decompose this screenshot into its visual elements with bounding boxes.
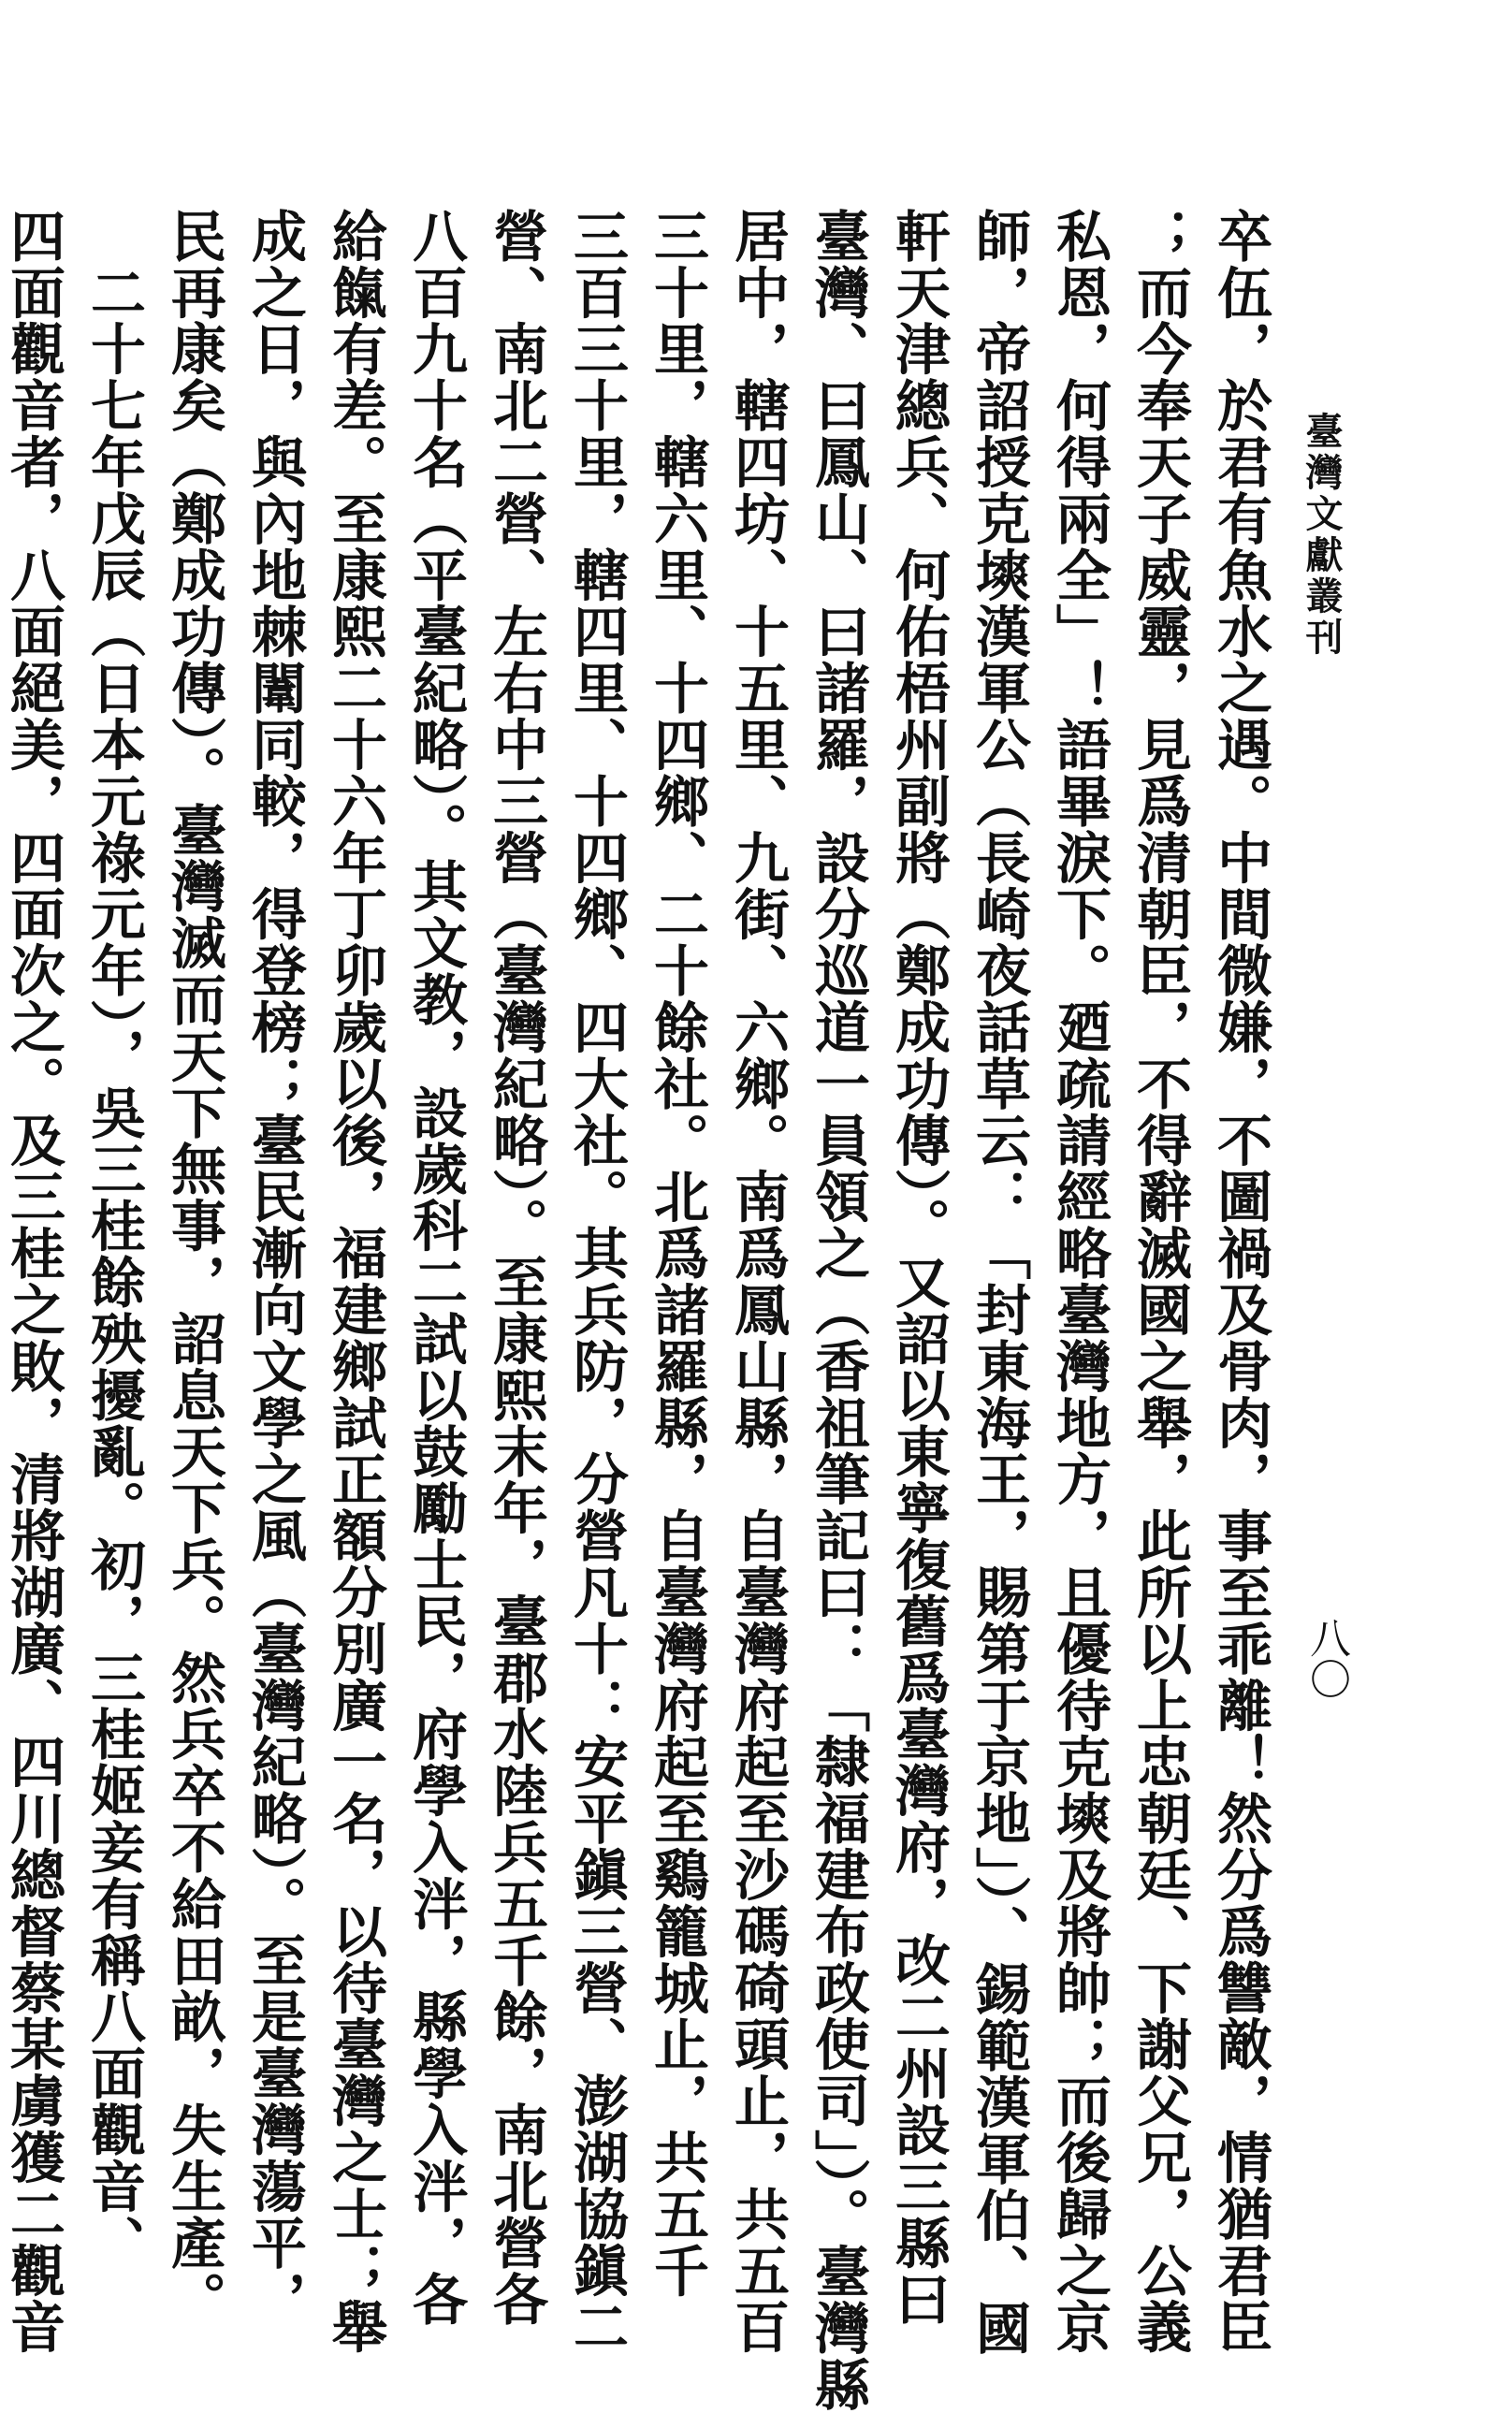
text-line: 二十七年戊辰（日本元祿元年），吳三桂餘殃擾亂。初，三桂姬妾有稱八面觀音、: [81, 208, 146, 2272]
text-line: 臺灣、曰鳳山、曰諸羅，設分巡道一員領之（香祖筆記曰：「隸福建布政使司」）。臺灣縣: [806, 208, 870, 2413]
text-line: 給餼有差。至康熙二十六年丁卯歲以後，福建鄉試正額分別廣一名，以待臺灣之士；舉: [323, 208, 387, 2356]
text-line: 民再康矣（鄭成功傳）。臺灣滅而天下無事，詔息天下兵。然兵卒不給田畝，失生產。: [162, 208, 226, 2328]
text-line: 八百九十名（平臺紀略）。其文教，設歲科二試以鼓勵士民，府學入泮，縣學入泮，各: [403, 208, 468, 2328]
text-line: 師，帝詔授克塽漢軍公（長崎夜話草云：「封東海王，賜第于京地」）、錫範漢軍伯、國: [967, 208, 1031, 2357]
vertical-body-text: [1, 208, 1280, 2413]
text-line: 三十里，轄六里、十四鄉、二十餘社。北爲諸羅縣，自臺灣府起至鷄籠城止，共五千: [645, 208, 709, 2299]
page-number: 八〇: [1302, 1617, 1350, 1699]
text-line: ；而今奉天子威靈，見爲清朝臣，不得辭滅國之舉，此所以上忠朝廷、下謝父兄，公義: [1127, 208, 1192, 2356]
text-line: 居中，轄四坊、十五里、九街、六鄉。南爲鳳山縣，自臺灣府起至沙碼碕頭止，共五百: [725, 208, 790, 2356]
text-line: 營、南北二營、左右中三營（臺灣紀略）。至康熙末年，臺郡水陸兵五千餘，南北營各: [484, 208, 548, 2328]
text-line: 四面觀音者，八面絕美，四面次之。及三桂之敗，清將湖廣、四川總督蔡某虜獲二觀音: [1, 208, 65, 2356]
text-line: 軒天津總兵、何佑梧州副將（鄭成功傳）。又詔以東寧復舊爲臺灣府，改二州設三縣曰: [886, 208, 951, 2328]
text-line: 三百三十里，轄四里、十四鄉、四大社。其兵防，分營凡十：安平鎭三營、澎湖協鎭二: [564, 208, 629, 2356]
text-line: 卒伍，於君有魚水之遇。中間微嫌，不圖禍及骨肉，事至乖離！然分爲讐敵，情猶君臣: [1208, 208, 1272, 2356]
text-line: 私恩，何得兩全」！語畢淚下。廼疏請經略臺灣地方，且優待克塽及將帥；而後歸之京: [1047, 208, 1112, 2356]
text-line: 成之日，與內地棘闈同較，得登榜；臺民漸向文學之風（臺灣紀略）。至是臺灣蕩平，: [242, 208, 307, 2328]
running-title: 臺灣文獻叢刊: [1300, 412, 1344, 659]
